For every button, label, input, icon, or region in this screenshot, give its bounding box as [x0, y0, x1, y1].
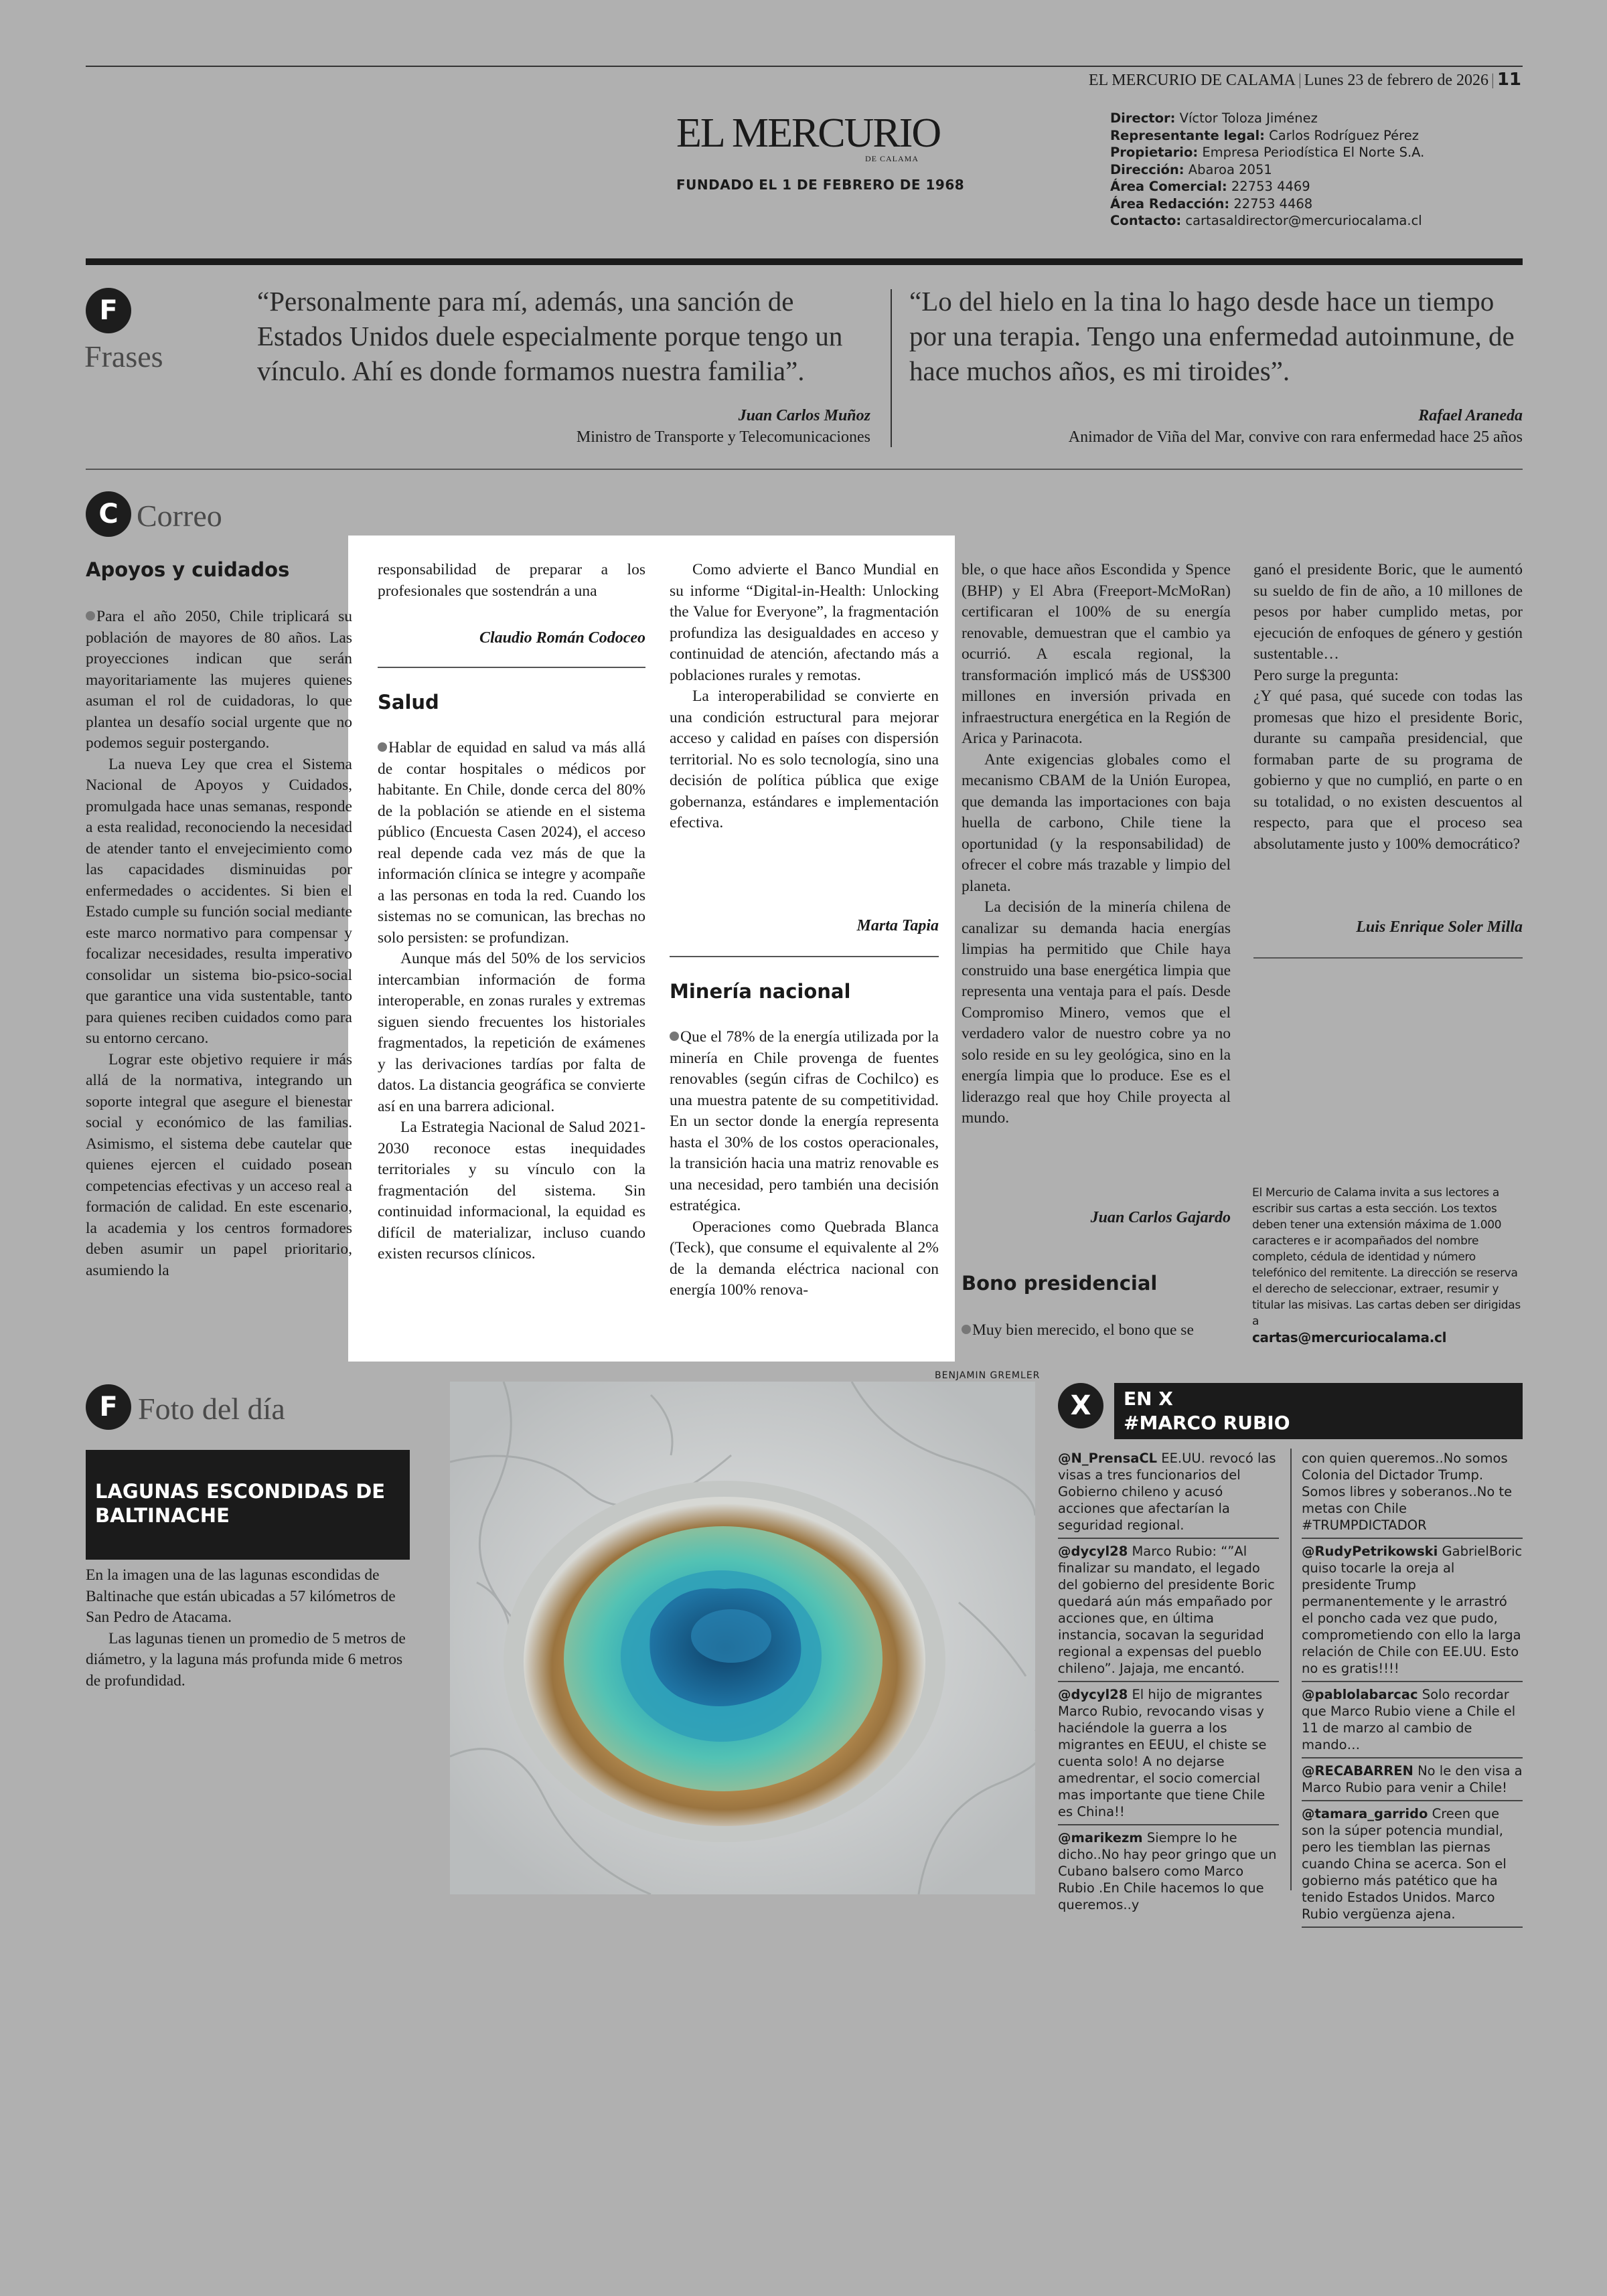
- x-user[interactable]: @marikezm: [1058, 1830, 1143, 1846]
- x-post: con quien queremos..No somos Colonia del Dictador Trump. Somos libres y soberanos..No te metas con Chile #TRUMPDICTADOR: [1302, 1446, 1523, 1539]
- bullet-icon: [962, 1325, 971, 1334]
- letter-headline-salud: Salud: [378, 691, 439, 714]
- staff-line: Propietario: Empresa Periodística El Norte S.A.: [1110, 145, 1425, 160]
- letter-divider: [1253, 957, 1523, 959]
- letter-headline-bono: Bono presidencial: [962, 1272, 1158, 1295]
- x-user[interactable]: @tamara_garrido: [1302, 1806, 1428, 1821]
- x-column-divider: [1290, 1449, 1292, 1890]
- letter-bono-col4: Muy bien merecido, el bono que se: [962, 1320, 1231, 1341]
- quote-2-author: Rafael Araneda: [1418, 407, 1523, 424]
- letter-headline-apoyos: Apoyos y cuidados: [86, 558, 290, 581]
- photo-credit: BENJAMIN GREMLER: [935, 1370, 1041, 1381]
- page-header: EL MERCURIO DE CALAMA | Lunes 23 de febrero de 2026 | 11: [1088, 70, 1521, 90]
- frases-bottom-rule: [86, 469, 1523, 470]
- issue-date: Lunes 23 de febrero de 2026: [1304, 72, 1488, 89]
- staff-line: Dirección: Abaroa 2051: [1110, 161, 1272, 177]
- x-user[interactable]: @pablolabarcac: [1302, 1687, 1418, 1702]
- quote-2-role: Animador de Viña del Mar, convive con rara enfermedad hace 25 años: [1068, 428, 1523, 446]
- paper-name: EL MERCURIO DE CALAMA: [1088, 72, 1296, 89]
- staff-line: Director: Víctor Toloza Jiménez: [1110, 110, 1318, 126]
- quote-1-text: “Personalmente para mí, además, una sanción de Estados Unidos duele especialmente porque tengo un vínculo. Ahí es donde formamos nuestra familia”.: [257, 286, 843, 386]
- x-user[interactable]: @RECABARREN: [1302, 1763, 1413, 1779]
- staff-box: [1110, 110, 1424, 230]
- staff-line: Área Redacción: 22753 4468: [1110, 195, 1313, 212]
- signature-codoceo: Claudio Román Codoceo: [479, 629, 645, 647]
- page-number: 11: [1497, 70, 1521, 90]
- logo: EL MERCURIO: [676, 110, 941, 156]
- x-marker-icon: X: [1058, 1383, 1103, 1428]
- quote-1-author: Juan Carlos Muñoz: [738, 407, 870, 424]
- x-post: @tamara_garrido Creen que son la súper potencia mundial, pero les tiemblan las piernas cuando China se acerca. Son el gobierno más patético que ha tenido Estados Unidos. Marco Rubio vergüenza ajena.: [1302, 1801, 1523, 1928]
- signature-soler: Luis Enrique Soler Milla: [1356, 918, 1523, 936]
- x-user[interactable]: @RudyPetrikowski: [1302, 1544, 1438, 1559]
- founded-line: FUNDADO EL 1 DE FEBRERO DE 1968: [676, 177, 965, 193]
- x-post: @pablolabarcac Solo recordar que Marco Rubio viene a Chile el 11 de marzo al cambio de mando…: [1302, 1682, 1523, 1758]
- letter-mineria-col4: ble, o que hace años Escondida y Spence (BHP) y El Abra (Freeport-McMoRan) certificaran el 100% de su energía renovable, demuestran que el cambio ya ocurrió. A escala regional, la transformación implicó más de US$300 millones en inversión privada en infraestructura energética en la Región de Arica y Parinacota. Ante exigencias globales como el mecanismo CBAM de la Unión Europea, que demanda las importaciones con baja huella de carbono, Chile tiene la oportunidad (y la responsabilidad) de ofrecer el cobre más trazable y limpio del planeta. La decisión de la minería chilena de canalizar su demanda hacia energías limpias ha permitido que Chile haya construido una base energética limpia que representa una ventaja para el país. Desde Compromiso Minero, vemos que el verdadero valor de nuestro cobre ya no solo reside en su ley geológica, sino en la energía limpia que lo produce. Ese es el liderazgo real que hoy Chile proyecta al mundo.: [962, 561, 1231, 1127]
- x-section-header: [1114, 1383, 1523, 1439]
- letter-salud-col3: Como advierte el Banco Mundial en su informe “Digital-in-Health: Unlocking the Value for Everyone”, la fragmentación profundiza las desigualdades en acceso y continuidad de atención, afectando más a poblaciones rurales y remotas. La interoperabilidad se convierte en una condición estructural para mejorar acceso y calidad en países con dispersión territorial. No es solo tecnología, sino una decisión de política pública que exige gobernanza, estándares e implementación efectiva.: [670, 561, 939, 831]
- x-post: @RECABARREN No le den visa a Marco Rubio para venir a Chile!: [1302, 1758, 1523, 1801]
- letter-divider: [670, 956, 939, 957]
- x-posts-col2: [1302, 1446, 1523, 1928]
- x-hashtag[interactable]: #MARCO RUBIO: [1124, 1412, 1290, 1434]
- x-post: @N_PrensaCL EE.UU. revocó las visas a tres funcionarios del Gobierno chileno y acusó acciones que afectarían la seguridad regional.: [1058, 1446, 1279, 1539]
- photo-caption: En la imagen una de las lagunas escondidas de Baltinache que están ubicadas a 57 kilómetros de San Pedro de Atacama. Las lagunas tienen un promedio de 5 metros de diámetro, y la laguna más profunda mide 6 metros de profundidad.: [86, 1566, 406, 1690]
- signature-gajardo: Juan Carlos Gajardo: [1090, 1209, 1231, 1226]
- header-thick-rule: [86, 258, 1523, 265]
- x-posts-col1: [1058, 1446, 1279, 1917]
- frases-title: Frases: [84, 339, 163, 374]
- letter-apoyos-col2: responsabilidad de preparar a los profesionales que sostendrán a una: [378, 561, 645, 600]
- x-post: @RudyPetrikowski GabrielBoric quiso tocarle la oreja al presidente Trump permanentemente y le arrastró el poncho cada vez que pudo, comprometiendo con ello la larga relación de Chile con EE.UU. Esto no es gratis!!!!: [1302, 1539, 1523, 1682]
- quote-1-role: Ministro de Transporte y Telecomunicaciones: [576, 428, 870, 446]
- x-title-line1: EN X: [1124, 1388, 1173, 1410]
- lagoon-illustration: [450, 1382, 1035, 1894]
- x-user[interactable]: @dycyl28: [1058, 1687, 1128, 1702]
- submission-email[interactable]: cartas@mercuriocalama.cl: [1252, 1329, 1447, 1345]
- x-user[interactable]: @dycyl28: [1058, 1544, 1128, 1559]
- letter-salud-col2: Hablar de equidad en salud va más allá de contar hospitales o médicos por habitante. En Chile, donde cerca del 80% de la población se atiende en el sistema público (Encuesta Casen 2024), el acceso real depende cada vez más de que la información clínica se integre y acompañe a las personas en toda la red. Cuando los sistemas no se comunican, las brechas no solo persisten: se profundizan. Aunque más del 50% de los servicios intercambian información de forma interoperable, en zonas rurales y extremas siguen siendo frecuentes los historiales fragmentados, la repetición de exámenes y las derivaciones tardías por falta de datos. La distancia geográfica se convierte así en una barrera adicional. La Estrategia Nacional de Salud 2021-2030 reconoce estas inequidades territoriales y su vínculo con la fragmentación del sistema. Sin continuidad informacional, la equidad es difícil de materializar, incluso cuando existen recursos clínicos.: [378, 739, 645, 1262]
- frases-marker-icon: F: [86, 288, 131, 333]
- x-post: @dycyl28 Marco Rubio: “”Al finalizar su mandato, el legado del gobierno del presidente Boric quedará aún más empañado por acciones que, en última instancia, socavan la seguridad regional a expensas del pueblo chileno”. Jajaja, me encantó.: [1058, 1539, 1279, 1682]
- foto-title: Foto del día: [138, 1392, 285, 1426]
- signature-tapia: Marta Tapia: [856, 917, 939, 934]
- lagoon-photo: [450, 1382, 1035, 1894]
- quote-2-text: “Lo del hielo en la tina lo hago desde hace un tiempo por una terapia. Tengo una enfermedad autoinmune, de hace muchos años, es mi tiroides”.: [909, 286, 1515, 386]
- logo-sub: DE CALAMA: [865, 154, 919, 163]
- correo-title: Correo: [137, 499, 222, 533]
- x-user[interactable]: @N_PrensaCL: [1058, 1451, 1158, 1466]
- top-rule: [86, 66, 1523, 67]
- staff-line: Representante legal: Carlos Rodríguez Pérez: [1110, 127, 1419, 143]
- submission-note: El Mercurio de Calama invita a sus lectores a escribir sus cartas a esta sección. Los textos deben tener una extensión máxima de 1.000 caracteres e ir acompañados del nombre completo, cédula de identidad y número telefónico del remitente. La dirección se reserva el derecho de seleccionar, extraer, resumir y titular las misivas. Las cartas deben ser dirigidas a cartas@mercuriocalama.cl: [1252, 1185, 1523, 1345]
- foto-marker-icon: F: [86, 1384, 131, 1430]
- correo-marker-icon: C: [86, 491, 131, 537]
- staff-line: Contacto: cartasaldirector@mercuriocalama.cl: [1110, 213, 1422, 228]
- photo-headline: LAGUNAS ESCONDIDAS DE BALTINACHE: [86, 1450, 410, 1560]
- letter-headline-mineria: Minería nacional: [670, 980, 851, 1003]
- staff-line: Área Comercial: 22753 4469: [1110, 179, 1310, 194]
- letter-bono-col5: ganó el presidente Boric, que le aumentó su sueldo de fin de año, a 10 millones de pesos por haber cumplido metas, por ejecución de enfoques de género y gestión sustentable… Pero surge la pregunta: ¿Y qué pasa, qué sucede con todas las promesas que hizo el presidente Boric, durante su campaña presidencial, que formaban parte de su programa de gobierno y que no cumplió, en parte o en su totalidad, o no existen descuentos al respecto, para que el proceso sea absolutamente justo y 100% democrático?: [1253, 561, 1523, 853]
- bullet-icon: [670, 1032, 679, 1041]
- bullet-icon: [378, 742, 387, 752]
- letter-apoyos-col1: Para el año 2050, Chile triplicará su población de mayores de 80 años. Las proyecciones indican que serán mayoritariamente las mujeres quienes asuman el rol de cuidadoras, lo que plantea un desafío social urgente que no podemos seguir postergando. La nueva Ley que crea el Sistema Nacional de Apoyos y Cuidados, promulgada hace unas semanas, responde a esta realidad, reconociendo la necesidad de atender tanto el envejecimiento como las capacidades disminuidas por enfermedades o accidentes. Si bien el Estado cumple su función social mediante este marco normativo para compensar y focalizar necesidades, resulta imperativo consolidar un sistema bio-psico-social que garantice una vida sustentable, tanto para quienes reciben cuidados como para su entorno cercano. Lograr este objetivo requiere ir más allá de la normativa, integrando un soporte integral que asegure el bienestar social y económico de las familias. Asimismo, el sistema debe cautelar que quienes ejercen el cuidado posean competencias efectivas y un acceso real a formación de calidad. En este escenario, la academia y los centros formadores deben asumir un papel prioritario, asumiendo la: [86, 608, 352, 1279]
- bullet-icon: [86, 611, 95, 621]
- quote-divider: [891, 289, 892, 447]
- letter-divider: [378, 667, 645, 668]
- x-post: @marikezm Siempre lo he dicho..No hay peor gringo que un Cubano balsero como Marco Rubio .En Chile hacemos lo que queremos..y: [1058, 1830, 1277, 1912]
- letter-mineria-col3: Que el 78% de la energía utilizada por la minería en Chile provenga de fuentes renovables (según cifras de Cochilco) es una muestra patente de su competitividad. En un sector donde la energía representa hasta el 30% de los costos operacionales, la transición hacia una matriz renovable es una necesidad, pero también una decisión estratégica. Operaciones como Quebrada Blanca (Teck), que consume el equivalente al 2% de la demanda eléctrica nacional con energía 100% renova-: [670, 1028, 939, 1299]
- x-post: @dycyl28 El hijo de migrantes Marco Rubio, revocando visas y haciéndole la guerra a los migrantes en EEUU, el chiste se cuenta solo! A no dejarse amedrentar, el socio comercial mas importante que tiene Chile es China!!: [1058, 1682, 1279, 1825]
